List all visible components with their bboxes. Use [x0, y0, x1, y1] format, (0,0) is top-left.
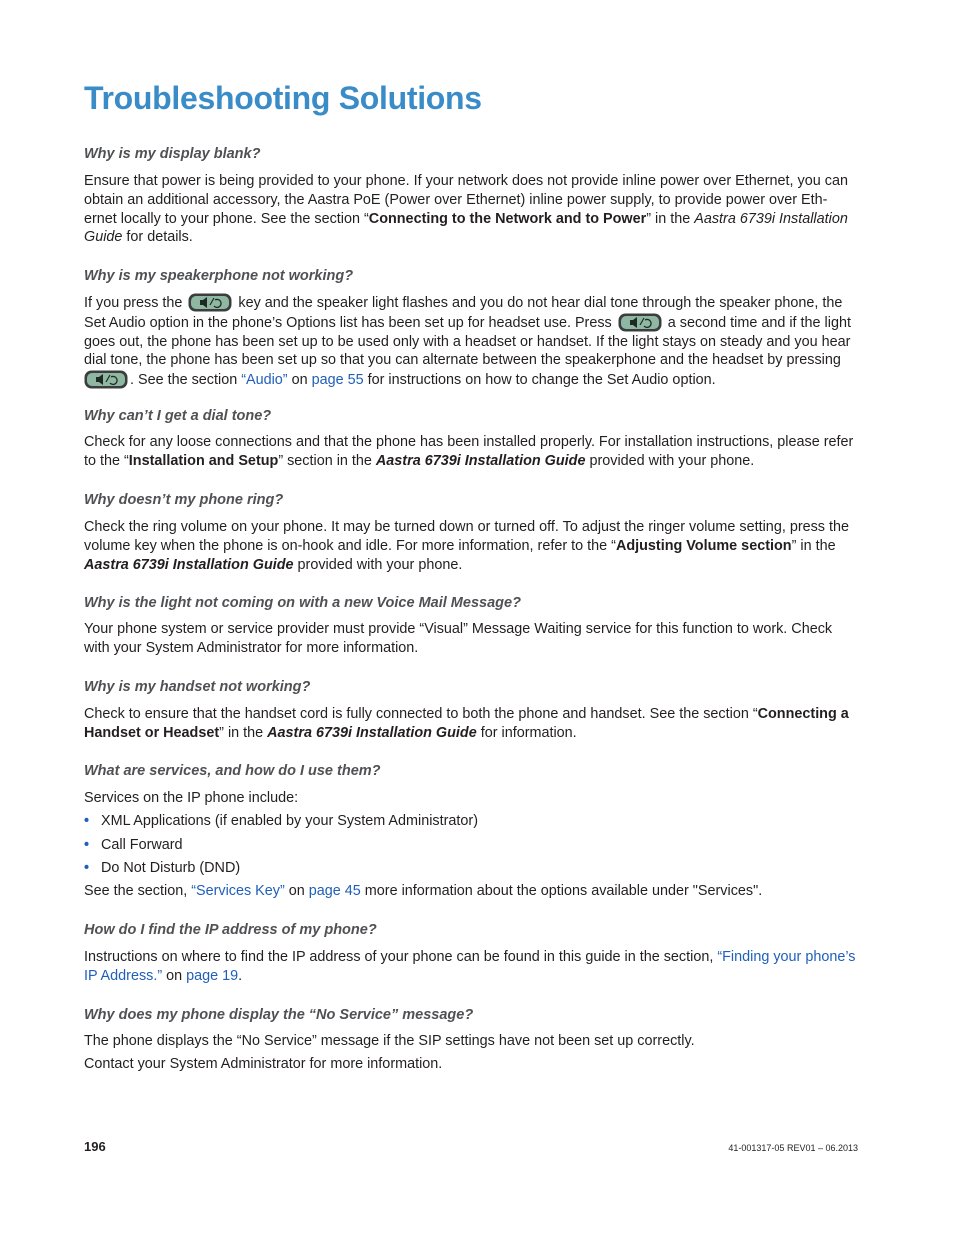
- answer-handset: Check to ensure that the handset cord is fully connected to both the phone and handset. See the section “Connecting a Handset or Headset” in the Aastra 6739i Installation Guide for information.: [84, 706, 849, 741]
- speakerphone-key-icon: [618, 313, 662, 332]
- link-finding-ip[interactable]: “Finding your phone’s IP Address.”: [84, 949, 856, 984]
- question-display-blank: Why is my display blank?: [84, 146, 261, 162]
- link-page-19[interactable]: page 19: [186, 967, 239, 984]
- page-title: Troubleshooting Solutions: [84, 80, 482, 116]
- answer-ip-address: Instructions on where to find the IP address of your phone can be found in this guide in the section, “Finding your phone’s IP Address.” on page 19.: [84, 949, 856, 984]
- answer-services-intro: Services on the IP phone include:: [84, 790, 299, 806]
- list-item: • Do Not Disturb (DND): [84, 860, 241, 876]
- answer-voice-mail-light: Your phone system or service provider must provide “Visual” Message Waiting service for this function to work. Check with your System Administrator for more information.: [84, 621, 833, 656]
- answer-no-service-2: Contact your System Administrator for more information.: [84, 1056, 443, 1072]
- answer-display-blank: Ensure that power is being provided to your phone. If your network does not provide inline power over Ethernet, you can obtain an additional accessory, the Aastra PoE (Power over Ethernet) inline power supply, to provide power over Eth-ernet locally to your phone. See the section “Connecting to the Network and to Power” in the Aastra 6739i Installation Guide for details.: [84, 173, 848, 246]
- question-voice-mail-light: Why is the light not coming on with a new Voice Mail Message?: [84, 595, 521, 611]
- link-audio[interactable]: “Audio”: [241, 372, 288, 389]
- link-page-45[interactable]: page 45: [308, 883, 361, 899]
- question-handset: Why is my handset not working?: [84, 679, 311, 695]
- document-id: 41-001317-05 REV01 – 06.2013: [728, 1143, 858, 1153]
- question-services: What are services, and how do I use them?: [84, 763, 381, 779]
- list-item: • Call Forward: [84, 836, 183, 853]
- services-list: [84, 812, 478, 883]
- question-no-service: Why does my phone display the “No Service” message?: [84, 1007, 474, 1023]
- list-item: • XML Applications (if enabled by your System Administrator): [84, 813, 478, 829]
- question-ip-address: How do I find the IP address of my phone?: [84, 922, 377, 938]
- link-services-key[interactable]: “Services Key”: [191, 883, 285, 899]
- speakerphone-key-icon: [188, 293, 232, 312]
- speakerphone-key-icon: [84, 370, 128, 389]
- answer-phone-ring: Check the ring volume on your phone. It may be turned down or turned off. To adjust the ringer volume setting, press the volume key when the phone is on-hook and idle. For more information, refer to the “Adjusting Volume section” in the Aastra 6739i Installation Guide provided with your phone.: [84, 519, 850, 573]
- answer-dial-tone: Check for any loose connections and that the phone has been installed properly. For installation instructions, please refer to the “Installation and Setup” section in the Aastra 6739i Installation Guide provided with your phone.: [84, 434, 854, 469]
- link-page-55[interactable]: page 55: [311, 372, 364, 389]
- question-dial-tone: Why can’t I get a dial tone?: [84, 408, 272, 424]
- answer-speakerphone: If you press the key and the speaker light flashes and you do not hear dial tone through the speaker phone, the Set Audio option in the phone’s Options list has been set up for headset use. Press a second time and if the light goes out, the phone has been set up to be used only with a headset or handset. If the light stays on steady and you hear dial tone, the phone has been set up so that you can alternate between the speakerphone and the headset by pressing . See the section “Audio” on page 55 for instructions on how to change the Set Audio option.: [84, 295, 851, 389]
- question-phone-ring: Why doesn’t my phone ring?: [84, 492, 284, 508]
- page-number: 196: [84, 1139, 106, 1154]
- answer-no-service-1: The phone displays the “No Service” message if the SIP settings have not been set up correctly.: [84, 1033, 695, 1049]
- answer-services-see: See the section, “Services Key” on page 45 more information about the options available under "Services".: [84, 883, 763, 899]
- question-speakerphone: Why is my speakerphone not working?: [84, 268, 354, 284]
